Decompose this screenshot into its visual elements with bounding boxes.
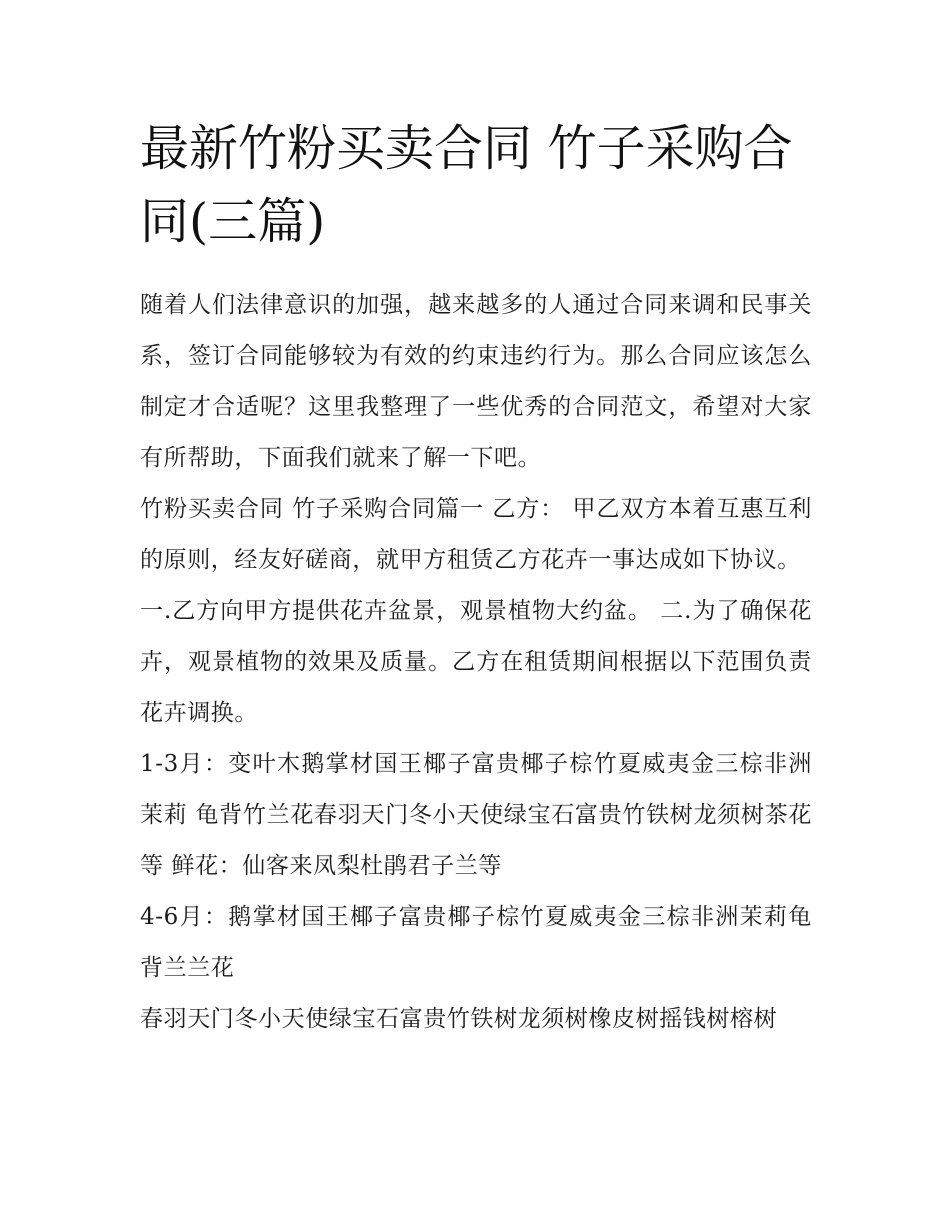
contract-preamble-paragraph: 竹粉买卖合同 竹子采购合同篇一 乙方： 甲乙双方本着互惠互利的原则，经友好磋商，就甲方租赁乙方花卉一事达成如下协议。 [140, 496, 812, 573]
clause-one-two-paragraph: 一.乙方向甲方提供花卉盆景，观景植物大约盆。 二.为了确保花卉，观景植物的效果及质量。乙方在租赁期间根据以下范围负责花卉调换。 [140, 598, 812, 726]
document-body [140, 112, 812, 1045]
plants-continued-paragraph: 春羽天门冬小天使绿宝石富贵竹铁树龙须树橡皮树摇钱树榕树 [140, 1006, 778, 1032]
intro-paragraph: 随着人们法律意识的加强，越来越多的人通过合同来调和民事关系，签订合同能够较为有效的约束违约行为。那么合同应该怎么制定才合适呢？这里我整理了一些优秀的合同范文，希望对大家有所帮助，下面我们就来了解一下吧。 [140, 292, 812, 471]
document-title: 最新竹粉买卖合同 竹子采购合同(三篇) [140, 120, 793, 250]
plants-jan-mar-paragraph: 1-3月：变叶木鹅掌材国王椰子富贵椰子棕竹夏威夷金三棕非洲茉莉 龟背竹兰花春羽天门冬小天使绿宝石富贵竹铁树龙须树茶花等 鲜花：仙客来凤梨杜鹃君子兰等 [140, 751, 812, 879]
plants-apr-jun-paragraph: 4-6月：鹅掌材国王椰子富贵椰子棕竹夏威夷金三棕非洲茉莉龟背兰兰花 [140, 904, 812, 981]
